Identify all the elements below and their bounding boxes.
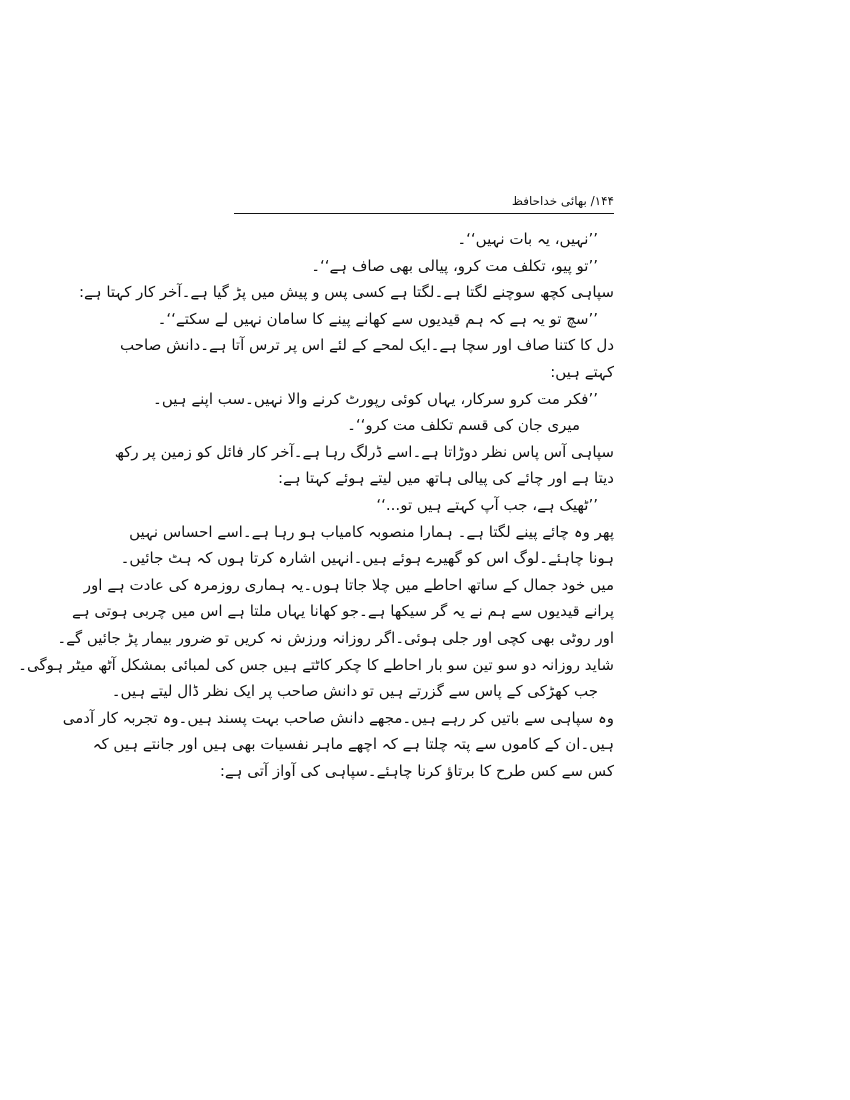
text-line: میری جان کی قسم تکلف مت کرو‘‘۔ bbox=[347, 416, 580, 435]
text-line: ’’تو پیو، تکلف مت کرو، پیالی بھی صاف ہے‘‘۔ bbox=[311, 256, 598, 275]
text-line: اور روٹی بھی کچی اور جلی ہوئی۔اگر روزانہ ورزش نہ کریں تو ضرور بیمار پڑ جائیں گے۔ bbox=[57, 628, 614, 647]
running-header: ۱۴۴/ بھائی خداحافظ bbox=[511, 194, 614, 208]
text-line: میں خود جمال کے ساتھ احاطے میں چلا جاتا ہوں۔یہ ہماری روزمرہ کی عادت ہے اور bbox=[83, 575, 614, 594]
text-line: کس سے کس طرح کا برتاؤ کرنا چاہئے۔سپاہی کی آواز آتی ہے: bbox=[219, 761, 614, 780]
text-line: دل کا کتنا صاف اور سچا ہے۔ایک لمحے کے لئے اس پر ترس آتا ہے۔دانش صاحب bbox=[120, 336, 614, 355]
header-rule bbox=[234, 213, 614, 214]
text-line: وہ سپاہی سے باتیں کر رہے ہیں۔مجھے دانش صاحب بہت پسند ہیں۔وہ تجربہ کار آدمی bbox=[62, 708, 614, 727]
text-line: ’’ٹھیک ہے، جب آپ کہتے ہیں تو...‘‘ bbox=[376, 495, 598, 514]
text-line: ’’فکر مت کرو سرکار، یہاں کوئی رپورٹ کرنے والا نہیں۔سب اپنے ہیں۔ bbox=[153, 389, 598, 408]
text-line: ’’سچ تو یہ ہے کہ ہم قیدیوں سے کھانے پینے کا سامان نہیں لے سکتے‘‘۔ bbox=[157, 309, 598, 328]
text-line: پھر وہ چائے پینے لگتا ہے۔ ہمارا منصوبہ کامیاب ہو رہا ہے۔اسے احساس نہیں bbox=[129, 522, 614, 541]
text-line: دیتا ہے اور چائے کی پیالی ہاتھ میں لیتے ہوئے کہتا ہے: bbox=[278, 469, 614, 488]
body-text bbox=[18, 226, 614, 784]
text-line: سپاہی کچھ سوچنے لگتا ہے۔لگتا ہے کسی پس و پیش میں پڑ گیا ہے۔آخر کار کہتا ہے: bbox=[78, 283, 614, 302]
text-line: جب کھڑکی کے پاس سے گزرتے ہیں تو دانش صاحب پر ایک نظر ڈال لیتے ہیں۔ bbox=[111, 682, 598, 701]
text-line: شاید روزانہ دو سو تین سو بار احاطے کا چکر کاٹتے ہیں جس کی لمبائی بمشکل آٹھ میٹر ہوگی۔ bbox=[18, 655, 614, 674]
text-line: پرانے قیدیوں سے ہم نے یہ گر سیکھا ہے۔جو کھانا یہاں ملتا ہے اس میں چربی ہوتی ہے bbox=[72, 602, 614, 621]
text-line: سپاہی آس پاس نظر دوڑاتا ہے۔اسے ڈرلگ رہا ہے۔آخر کار فائل کو زمین پر رکھ bbox=[114, 442, 614, 461]
text-line: ہیں۔ان کے کاموں سے پتہ چلتا ہے کہ اچھے ماہر نفسیات بھی ہیں اور جانتے ہیں کہ bbox=[92, 735, 614, 754]
text-line: ہونا چاہئے۔لوگ اس کو گھیرے ہوئے ہیں۔انہیں اشارہ کرتا ہوں کہ ہٹ جائیں۔ bbox=[120, 549, 614, 568]
text-line: ’’نہیں، یہ بات نہیں‘‘۔ bbox=[457, 230, 598, 248]
text-line: کہتے ہیں: bbox=[550, 362, 614, 381]
